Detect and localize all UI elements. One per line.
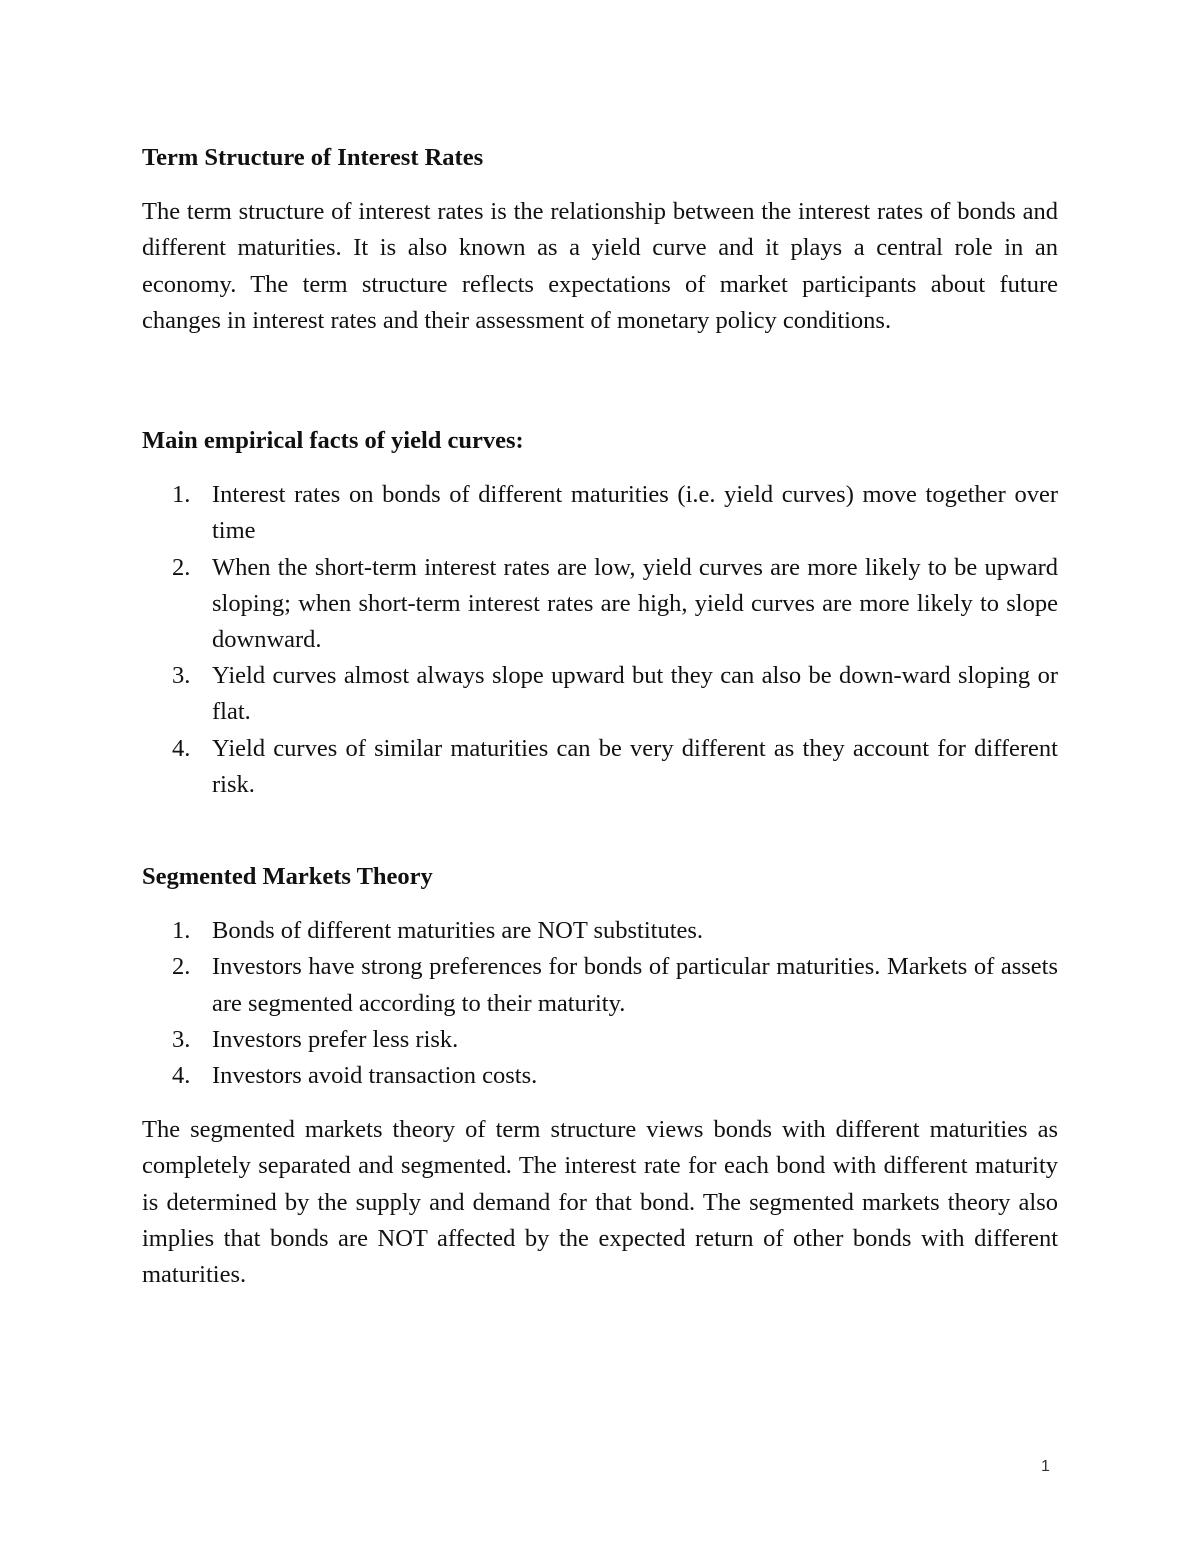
list-item-text: Yield curves of similar maturities can be very different as they account for different risk. [212, 734, 1058, 798]
list-item [142, 949, 1058, 1021]
section-heading-empirical-facts: Main empirical facts of yield curves: [142, 427, 524, 455]
list-item-text: Yield curves almost always slope upward but they can also be down-ward sloping or flat. [212, 662, 1058, 726]
intro-paragraph: The term structure of interest rates is the relationship between the interest rates of bonds and different maturities. It is also known as a yield curve and it plays a central role in an economy. The term structure reflects expectations of market participants about future changes in interest rates and their assessment of monetary policy conditions. [142, 198, 1058, 334]
list-item [142, 477, 1058, 549]
segmented-markets-paragraph: The segmented markets theory of term structure views bonds with different maturities as completely separated and segmented. The interest rate for each bond with different maturity is determined by the supply and demand for that bond. The segmented markets theory also implies that bonds are NOT affected by the expected return of other bonds with different maturities. [142, 1116, 1058, 1289]
segmented-markets-list [142, 913, 1058, 1094]
list-item-text: Investors prefer less risk. [212, 1025, 459, 1053]
list-item-number: 1. [172, 917, 191, 945]
list-item-text: Investors have strong preferences for bonds of particular maturities. Markets of assets are segmented according to their maturity. [212, 953, 1058, 1017]
section-heading-term-structure: Term Structure of Interest Rates [142, 144, 484, 171]
list-item [142, 550, 1058, 659]
list-item-number: 1. [172, 481, 191, 509]
list-item-number: 2. [172, 553, 191, 581]
list-item-text: When the short-term interest rates are low, yield curves are more likely to be upward sloping; when short-term interest rates are high, yield curves are more likely to slope downward. [212, 553, 1058, 654]
list-item-text: Investors avoid transaction costs. [212, 1062, 538, 1090]
list-item [142, 1022, 1058, 1058]
document-page [142, 140, 1058, 1293]
list-item-number: 4. [172, 1062, 191, 1090]
list-item [142, 658, 1058, 730]
list-item-number: 3. [172, 662, 191, 690]
list-item-text: Interest rates on bonds of different maturities (i.e. yield curves) move together over time [212, 481, 1058, 545]
empirical-facts-list [142, 477, 1058, 803]
list-item-number: 4. [172, 734, 191, 762]
section-heading-segmented-markets: Segmented Markets Theory [142, 863, 433, 891]
list-item [142, 913, 1058, 949]
list-item [142, 731, 1058, 803]
list-item-number: 3. [172, 1025, 191, 1053]
list-item-number: 2. [172, 953, 191, 981]
list-item-text: Bonds of different maturities are NOT substitutes. [212, 917, 704, 945]
list-item [142, 1058, 1058, 1094]
page-number: 1 [1041, 1458, 1050, 1475]
